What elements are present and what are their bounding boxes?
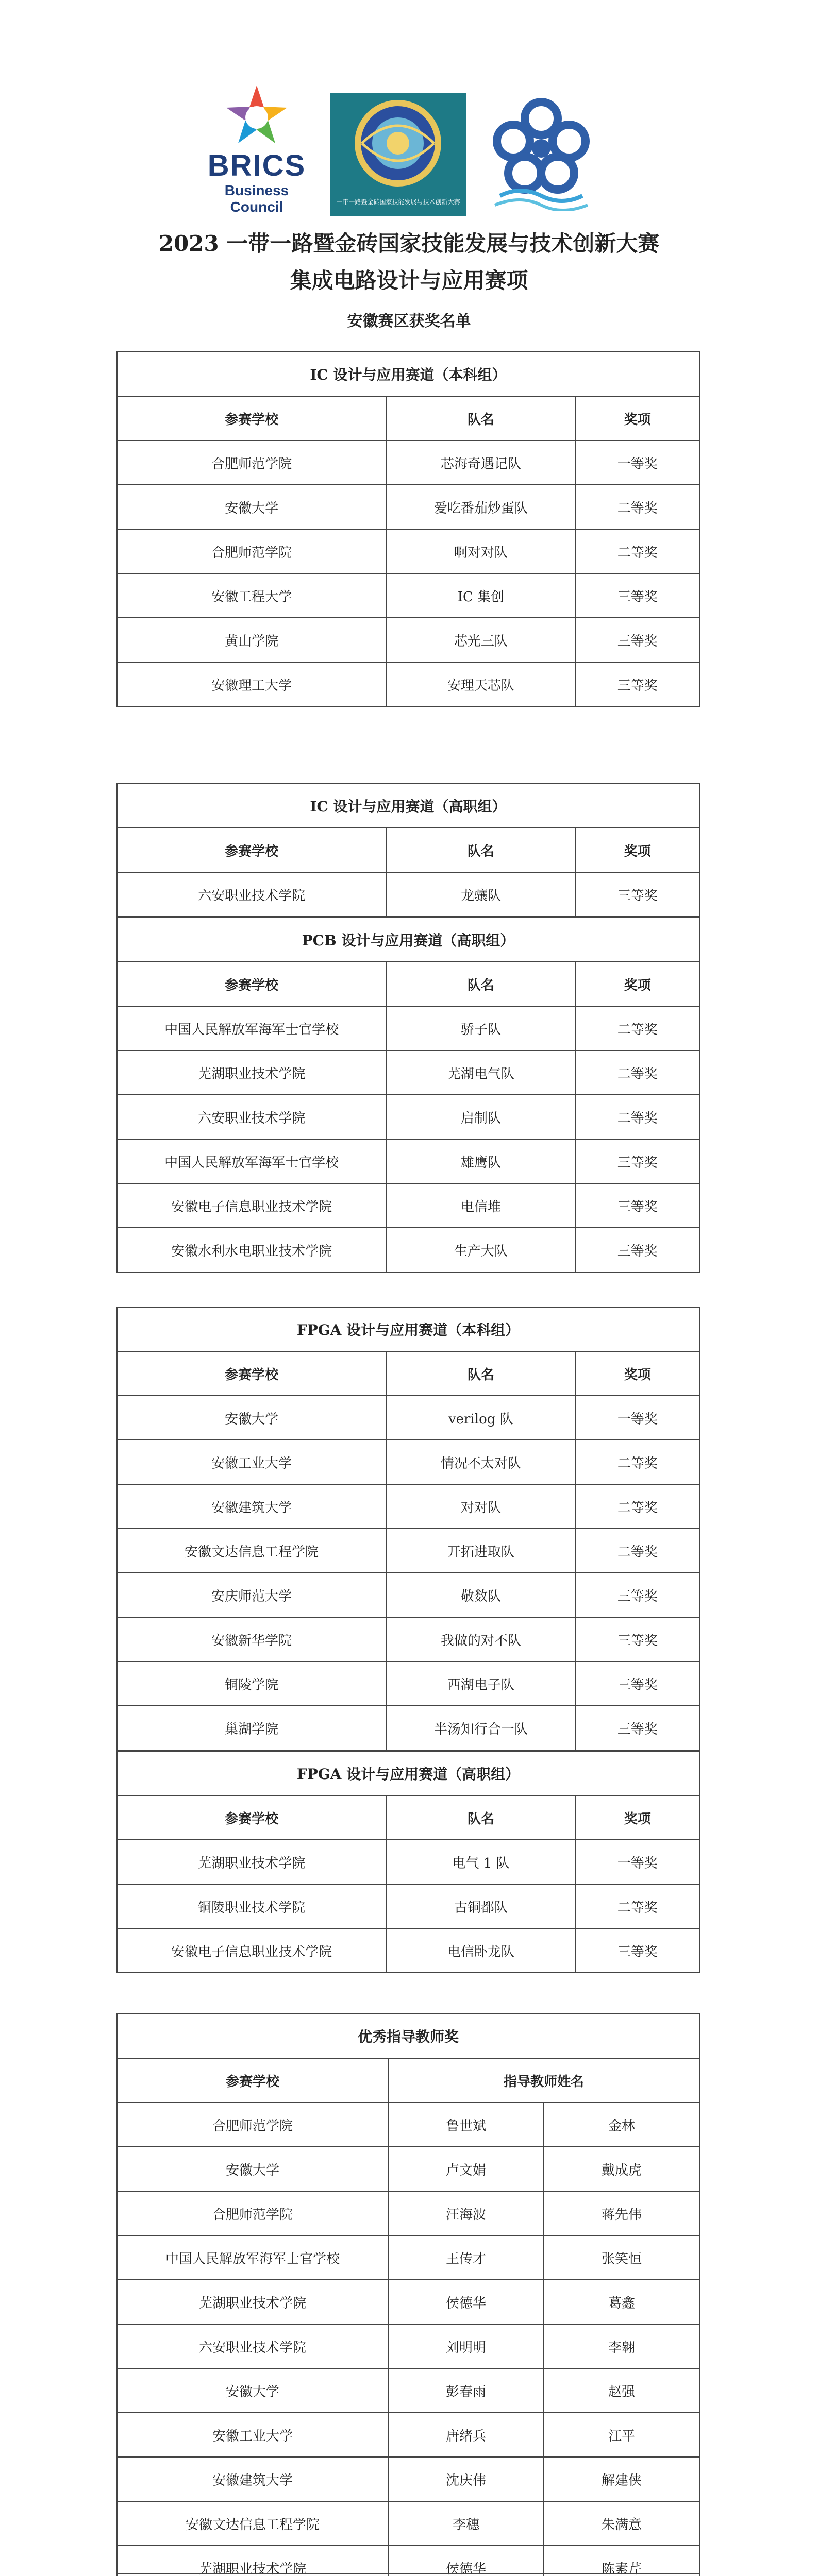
award-cell: 二等奖 [576,1484,699,1529]
award-cell: 二等奖 [576,1440,699,1484]
teacher-cell: 李翱 [544,2324,699,2368]
brics-logo-subtext: Business Council [224,182,289,215]
table-row [117,573,699,618]
table-row [117,2235,699,2280]
school-cell: 安庆师范大学 [117,1573,386,1617]
award-cell: 二等奖 [576,485,699,529]
school-cell: 黄山学院 [117,618,386,662]
school-cell: 中国人民解放军海军士官学校 [117,1139,386,1183]
emblem-caption: 一带一路暨金砖国家技能发展与技术创新大赛 [336,198,460,206]
team-cell: 半汤知行合一队 [386,1706,576,1750]
school-cell: 合肥师范学院 [117,440,386,485]
teacher-cell: 唐绪兵 [388,2413,544,2457]
table-row [117,1440,699,1484]
column-header: 参赛学校 [117,2058,388,2103]
column-header: 参赛学校 [117,1795,386,1840]
award-cell: 三等奖 [576,1183,699,1228]
team-cell: 芯海奇遇记队 [386,440,575,485]
section-row [117,2014,699,2058]
section-row [117,1307,699,1351]
school-cell: 安徽理工大学 [117,662,386,706]
best-org-table [116,2573,700,2576]
teacher-cell: 鲁世斌 [388,2103,544,2147]
section-row [117,1751,699,1795]
page-subtitle: 安徽赛区获奖名单 [347,312,471,330]
section-title: PCB 设计与应用赛道（高职组） [117,918,699,962]
school-cell: 芜湖职业技术学院 [117,1840,386,1884]
school-cell: 安徽大学 [117,1396,386,1440]
award-table [116,1307,700,1751]
school-cell: 安徽大学 [117,2368,388,2413]
header-row [117,962,699,1006]
award-cell: 二等奖 [576,1050,699,1095]
teacher-cell: 王传才 [388,2235,544,2280]
table-row [117,1228,699,1272]
section-row [117,2573,699,2576]
award-cell: 一等奖 [576,1840,699,1884]
teacher-cell: 解建侠 [544,2457,699,2501]
teacher-cell: 李穗 [388,2501,544,2546]
school-cell: 芜湖职业技术学院 [117,2546,388,2576]
teacher-cell: 侯德华 [388,2280,544,2324]
school-cell: 安徽大学 [117,2147,388,2191]
school-cell: 合肥师范学院 [117,2103,388,2147]
team-cell: 雄鹰队 [386,1139,575,1183]
school-cell: 安徽电子信息职业技术学院 [117,1928,386,1973]
award-cell: 二等奖 [576,529,699,573]
team-cell: 芯光三队 [386,618,575,662]
header-row [117,1351,699,1396]
team-cell: 古铜都队 [386,1884,575,1928]
table-row [117,1484,699,1529]
award-table [116,783,700,917]
column-header: 队名 [386,396,575,440]
column-header: 指导教师姓名 [388,2058,699,2103]
section-title: FPGA 设计与应用赛道（高职组） [117,1751,699,1795]
table-row [117,1662,699,1706]
table-row [117,618,699,662]
award-table [116,351,700,707]
column-header: 参赛学校 [117,396,386,440]
table-row [117,1006,699,1050]
teacher-cell: 汪海波 [388,2191,544,2235]
school-cell: 安徽工程大学 [117,573,386,618]
team-cell: 我做的对不队 [386,1617,576,1662]
school-cell: 六安职业技术学院 [117,1095,386,1139]
school-cell: 合肥师范学院 [117,529,386,573]
teacher-cell: 戴成虎 [544,2147,699,2191]
header-row [117,1795,699,1840]
school-cell: 安徽工业大学 [117,1440,386,1484]
school-cell: 六安职业技术学院 [117,872,386,917]
teacher-cell: 刘明明 [388,2324,544,2368]
school-cell: 安徽大学 [117,485,386,529]
team-cell: 生产大队 [386,1228,575,1272]
logo-row [0,77,818,216]
school-cell: 安徽文达信息工程学院 [117,1529,386,1573]
team-cell: verilog 队 [386,1396,576,1440]
column-header: 队名 [386,828,575,872]
team-cell: 敬数队 [386,1573,576,1617]
column-header: 参赛学校 [117,962,386,1006]
teacher-cell: 朱满意 [544,2501,699,2546]
award-cell: 三等奖 [576,1706,699,1750]
award-cell: 二等奖 [576,1006,699,1050]
school-cell: 安徽建筑大学 [117,1484,386,1529]
teacher-cell: 江平 [544,2413,699,2457]
teacher-cell: 彭春雨 [388,2368,544,2413]
school-cell: 铜陵学院 [117,1662,386,1706]
award-cell: 三等奖 [576,1617,699,1662]
table-row [117,1706,699,1750]
award-cell: 二等奖 [576,1095,699,1139]
column-header: 奖项 [576,396,699,440]
team-cell: 龙骧队 [386,872,575,917]
column-header: 队名 [386,1795,575,1840]
school-cell: 安徽文达信息工程学院 [117,2501,388,2546]
team-cell: 骄子队 [386,1006,575,1050]
teacher-award-table [116,2013,700,2576]
globe-emblem-icon [330,93,466,196]
table-row [117,485,699,529]
section-title: FPGA 设计与应用赛道（本科组） [117,1307,699,1351]
table-row [117,1840,699,1884]
table-row [117,440,699,485]
brics-logo-text: BRICS [207,149,306,182]
table-row [117,2103,699,2147]
award-cell: 一等奖 [576,440,699,485]
school-cell: 安徽水利水电职业技术学院 [117,1228,386,1272]
table-row [117,1928,699,1973]
table-row [117,1573,699,1617]
teacher-cell: 蒋先伟 [544,2191,699,2235]
table-row [117,529,699,573]
team-cell: 爱吃番茄炒蛋队 [386,485,575,529]
teacher-cell: 沈庆伟 [388,2457,544,2501]
teacher-cell: 赵强 [544,2368,699,2413]
column-header: 参赛学校 [117,828,386,872]
column-header: 奖项 [576,962,699,1006]
table-row [117,872,699,917]
table-row [117,2280,699,2324]
table-row [117,2324,699,2368]
award-cell: 三等奖 [576,872,699,917]
column-header: 参赛学校 [117,1351,386,1396]
teacher-cell: 张笑恒 [544,2235,699,2280]
school-cell: 芜湖职业技术学院 [117,1050,386,1095]
teacher-cell: 侯德华 [388,2546,544,2576]
table-row [117,2147,699,2191]
team-cell: 西湖电子队 [386,1662,576,1706]
table-row [117,1884,699,1928]
table-row [117,1529,699,1573]
table-row [117,1617,699,1662]
page-title-line1: 2023 一带一路暨金砖国家技能发展与技术创新大赛 [158,231,660,256]
header-row [117,828,699,872]
team-cell: 开拓进取队 [386,1529,576,1573]
team-cell: 啊对对队 [386,529,575,573]
ring-knot-icon [479,88,603,211]
section-title: 优秀指导教师奖 [117,2014,699,2058]
column-header: 奖项 [576,1795,699,1840]
team-cell: 芜湖电气队 [386,1050,575,1095]
award-cell: 三等奖 [576,1662,699,1706]
table-row [117,1139,699,1183]
table-row [117,2501,699,2546]
school-cell: 安徽工业大学 [117,2413,388,2457]
award-table [116,917,700,1273]
school-cell: 合肥师范学院 [117,2191,388,2235]
teacher-cell: 葛鑫 [544,2280,699,2324]
table-row [117,2546,699,2576]
team-cell: 对对队 [386,1484,576,1529]
award-table [116,1751,700,1973]
school-cell: 安徽新华学院 [117,1617,386,1662]
school-cell: 铜陵职业技术学院 [117,1884,386,1928]
table-row [117,2457,699,2501]
table-row [117,662,699,706]
award-cell: 三等奖 [576,662,699,706]
column-header: 队名 [386,1351,576,1396]
team-cell: IC 集创 [386,573,575,618]
team-cell: 启制队 [386,1095,575,1139]
section-row [117,918,699,962]
award-cell: 三等奖 [576,1928,699,1973]
team-cell: 电信卧龙队 [386,1928,575,1973]
column-header: 奖项 [576,828,699,872]
header-row [117,396,699,440]
award-cell: 二等奖 [576,1884,699,1928]
award-cell: 三等奖 [576,1573,699,1617]
award-cell: 二等奖 [576,1529,699,1573]
ring-logo [479,88,603,211]
table-row [117,2413,699,2457]
header-row [117,2058,699,2103]
section-title: IC 设计与应用赛道（高职组） [117,784,699,828]
section-row [117,784,699,828]
school-cell: 安徽建筑大学 [117,2457,388,2501]
page-title-line2: 集成电路设计与应用赛项 [290,268,528,293]
table-row [117,1050,699,1095]
section-title: IC 设计与应用赛道（本科组） [117,352,699,396]
team-cell: 电气 1 队 [386,1840,575,1884]
competition-emblem [330,93,466,216]
table-row [117,1095,699,1139]
section-title [117,2573,699,2576]
column-header: 队名 [386,962,575,1006]
table-row [117,2191,699,2235]
school-cell: 安徽电子信息职业技术学院 [117,1183,386,1228]
table-row [117,2368,699,2413]
column-header: 奖项 [576,1351,699,1396]
teacher-cell: 金林 [544,2103,699,2147]
table-row [117,1396,699,1440]
school-cell: 中国人民解放军海军士官学校 [117,1006,386,1050]
team-cell: 安理天芯队 [386,662,575,706]
school-cell: 中国人民解放军海军士官学校 [117,2235,388,2280]
award-cell: 一等奖 [576,1396,699,1440]
award-cell: 三等奖 [576,573,699,618]
table-row [117,1183,699,1228]
award-cell: 三等奖 [576,618,699,662]
teacher-cell: 陈素芹 [544,2546,699,2576]
award-cell: 三等奖 [576,1139,699,1183]
award-cell: 三等奖 [576,1228,699,1272]
brics-logo [200,77,313,215]
teacher-cell: 卢文娟 [388,2147,544,2191]
school-cell: 巢湖学院 [117,1706,386,1750]
section-row [117,352,699,396]
team-cell: 电信堆 [386,1183,575,1228]
school-cell: 芜湖职业技术学院 [117,2280,388,2324]
school-cell: 六安职业技术学院 [117,2324,388,2368]
team-cell: 情况不太对队 [386,1440,576,1484]
